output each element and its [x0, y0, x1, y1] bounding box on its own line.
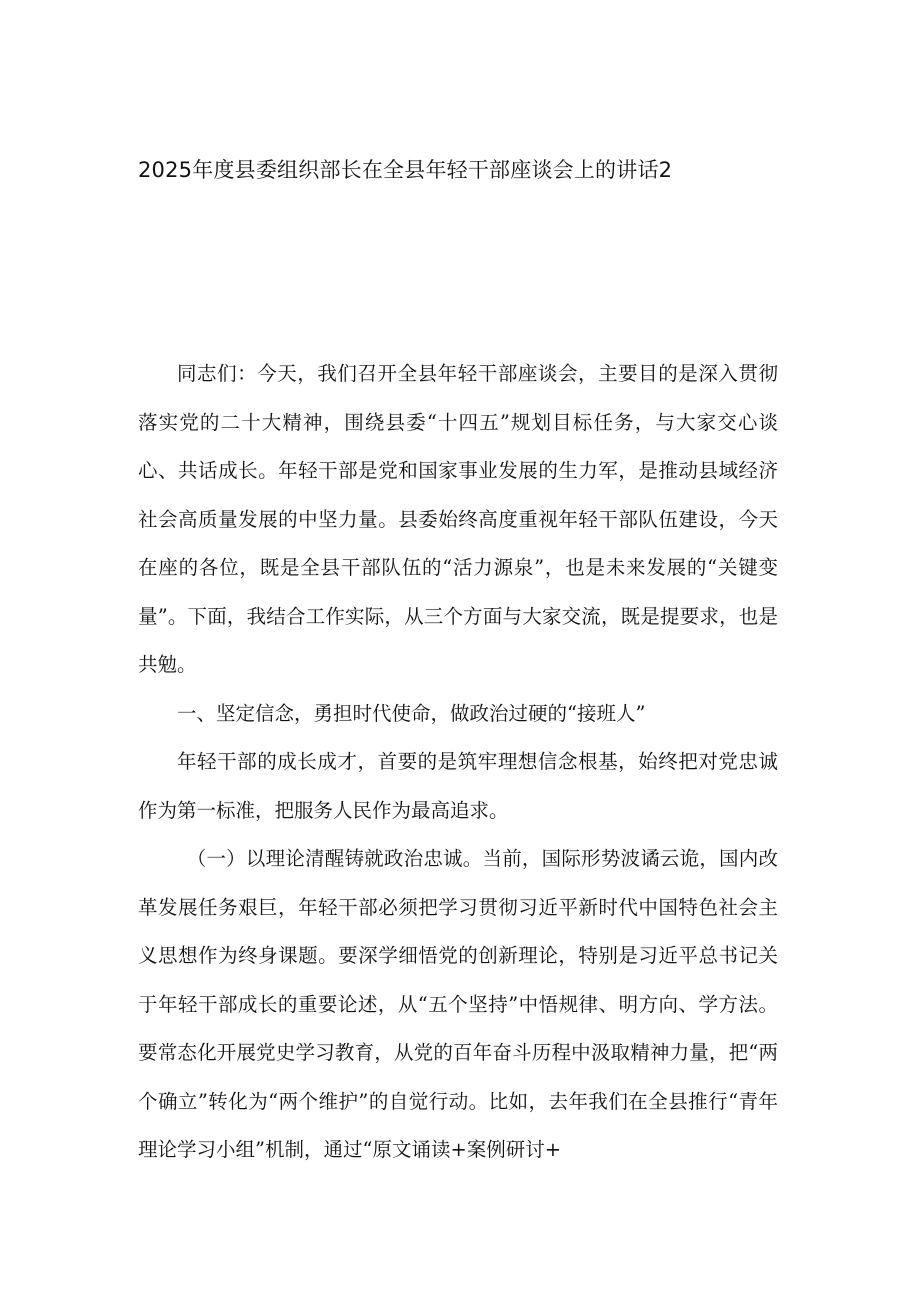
document-body [138, 350, 778, 1175]
section-heading-1: 一、坚定信念，勇担时代使命，做政治过硬的“接班人” [177, 701, 646, 725]
paragraph-subsection-1: （一）以理论清醒铸就政治忠诚。当前，国际形势波谲云诡，国内改革发展任务艰巨，年轻干部必须把学习贯彻习近平新时代中国特色社会主义思想作为终身课题。要深学细悟党的创新理论，特别是习近平总书记关于年轻干部成长的重要论述，从“五个坚持”中悟规律、明方向、学方法。要常态化开展党史学习教育，从党的百年奋斗历程中汲取精神力量，把“两个确立”转化为“两个维护”的自觉行动。比如，去年我们在全县推行“青年理论学习小组”机制，通过“原文诵读+案例研讨+ [138, 847, 778, 1161]
paragraph-opening: 同志们：今天，我们召开全县年轻干部座谈会，主要目的是深入贯彻落实党的二十大精神，围绕县委“十四五”规划目标任务，与大家交心谈心、共话成长。年轻干部是党和国家事业发展的生力军，是推动县域经济社会高质量发展的中坚力量。县委始终高度重视年轻干部队伍建设，今天在座的各位，既是全县干部队伍的“活力源泉”，也是未来发展的“关键变量”。下面，我结合工作实际，从三个方面与大家交流，既是提要求，也是共勉。 [138, 362, 778, 676]
document-title: 2025年度县委组织部长在全县年轻干部座谈会上的讲话2 [138, 158, 673, 182]
paragraph-section-intro: 年轻干部的成长成才，首要的是筑牢理想信念根基，始终把对党忠诚作为第一标准，把服务人民作为最高追求。 [138, 750, 778, 822]
